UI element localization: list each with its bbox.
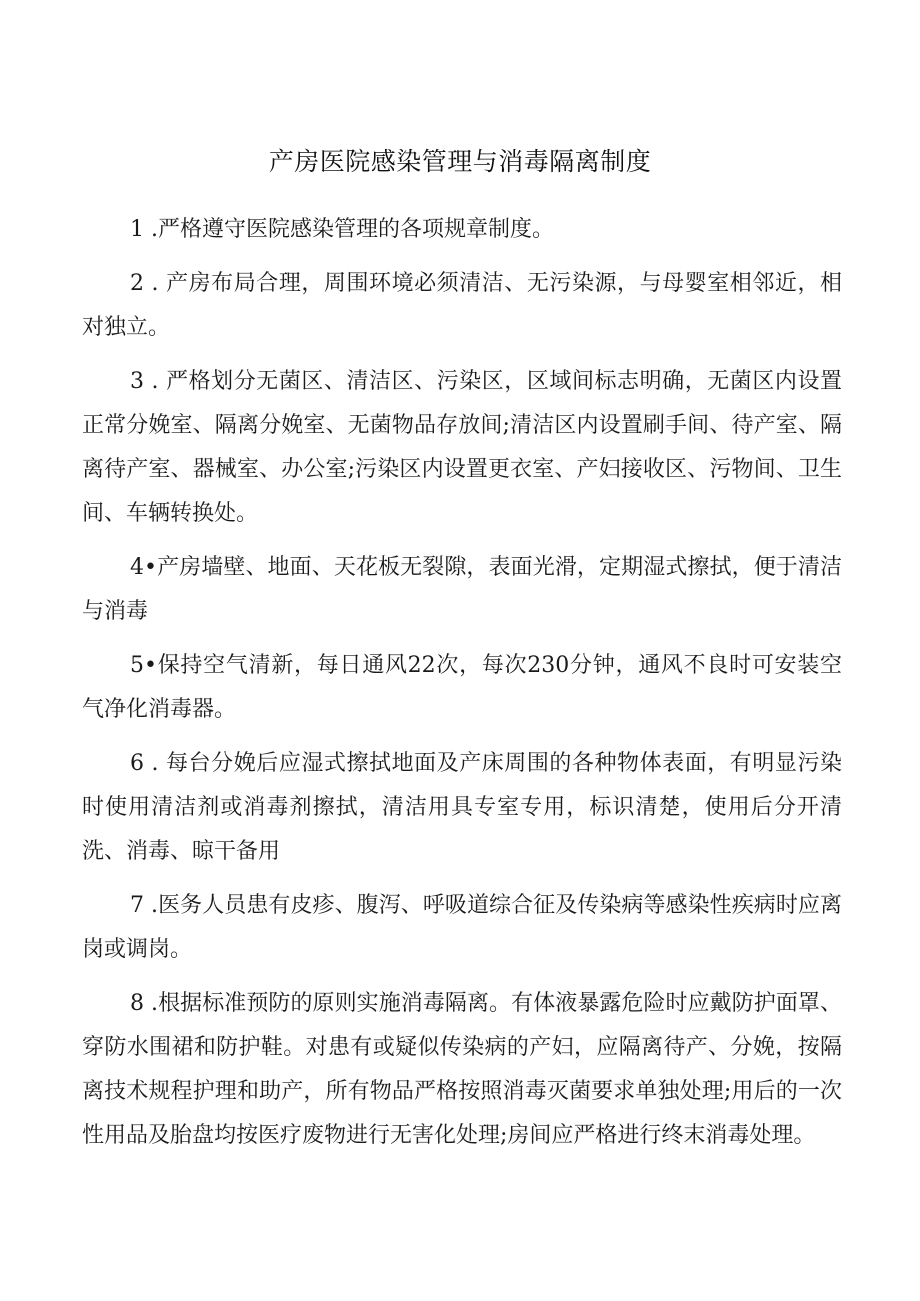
paragraph-3: 3 . 严格划分无菌区、清洁区、污染区，区域间标志明确，无菌区内设置正常分娩室、隔离分娩室、无菌物品存放间;清洁区内设置刷手间、待产室、隔离待产室、器械室、办公室;污染区内设置更衣室、产妇接收区、污物间、卫生间、车辆转换处。 xyxy=(82,369,842,526)
document-body xyxy=(82,208,842,1168)
paragraph-7: 7 .医务人员患有皮疹、腹泻、呼吸道综合征及传染病等感染性疾病时应离岗或调岗。 xyxy=(82,893,842,962)
paragraph-5: 5•保持空气清新，每日通风22次，每次230分钟，通风不良时可安装空气净化消毒器。 xyxy=(82,653,842,722)
paragraph-1: 1 .严格遵守医院感染管理的各项规章制度。 xyxy=(130,217,554,242)
paragraph-6: 6 . 每台分娩后应湿式擦拭地面及产床周围的各种物体表面，有明显污染时使用清洁剂或消毒剂擦拭，清洁用具专室专用，标识清楚，使用后分开清洗、消毒、晾干备用 xyxy=(82,751,842,864)
paragraph-4: 4•产房墙壁、地面、天花板无裂隙，表面光滑，定期湿式擦拭，便于清洁与消毒 xyxy=(82,555,842,624)
paragraph-8: 8 .根据标准预防的原则实施消毒隔离。有体液暴露危险时应戴防护面罩、穿防水围裙和防护鞋。对患有或疑似传染病的产妇，应隔离待产、分娩，按隔离技术规程护理和助产，所有物品严格按照消毒灭菌要求单独处理;用后的一次性用品及胎盘均按医疗废物进行无害化处理;房间应严格进行终末消毒处理。 xyxy=(82,991,842,1148)
document-title: 产房医院感染管理与消毒隔离制度 xyxy=(268,147,652,176)
paragraph-2: 2 . 产房布局合理，周围环境必须清洁、无污染源，与母婴室相邻近，相对独立。 xyxy=(82,271,842,340)
